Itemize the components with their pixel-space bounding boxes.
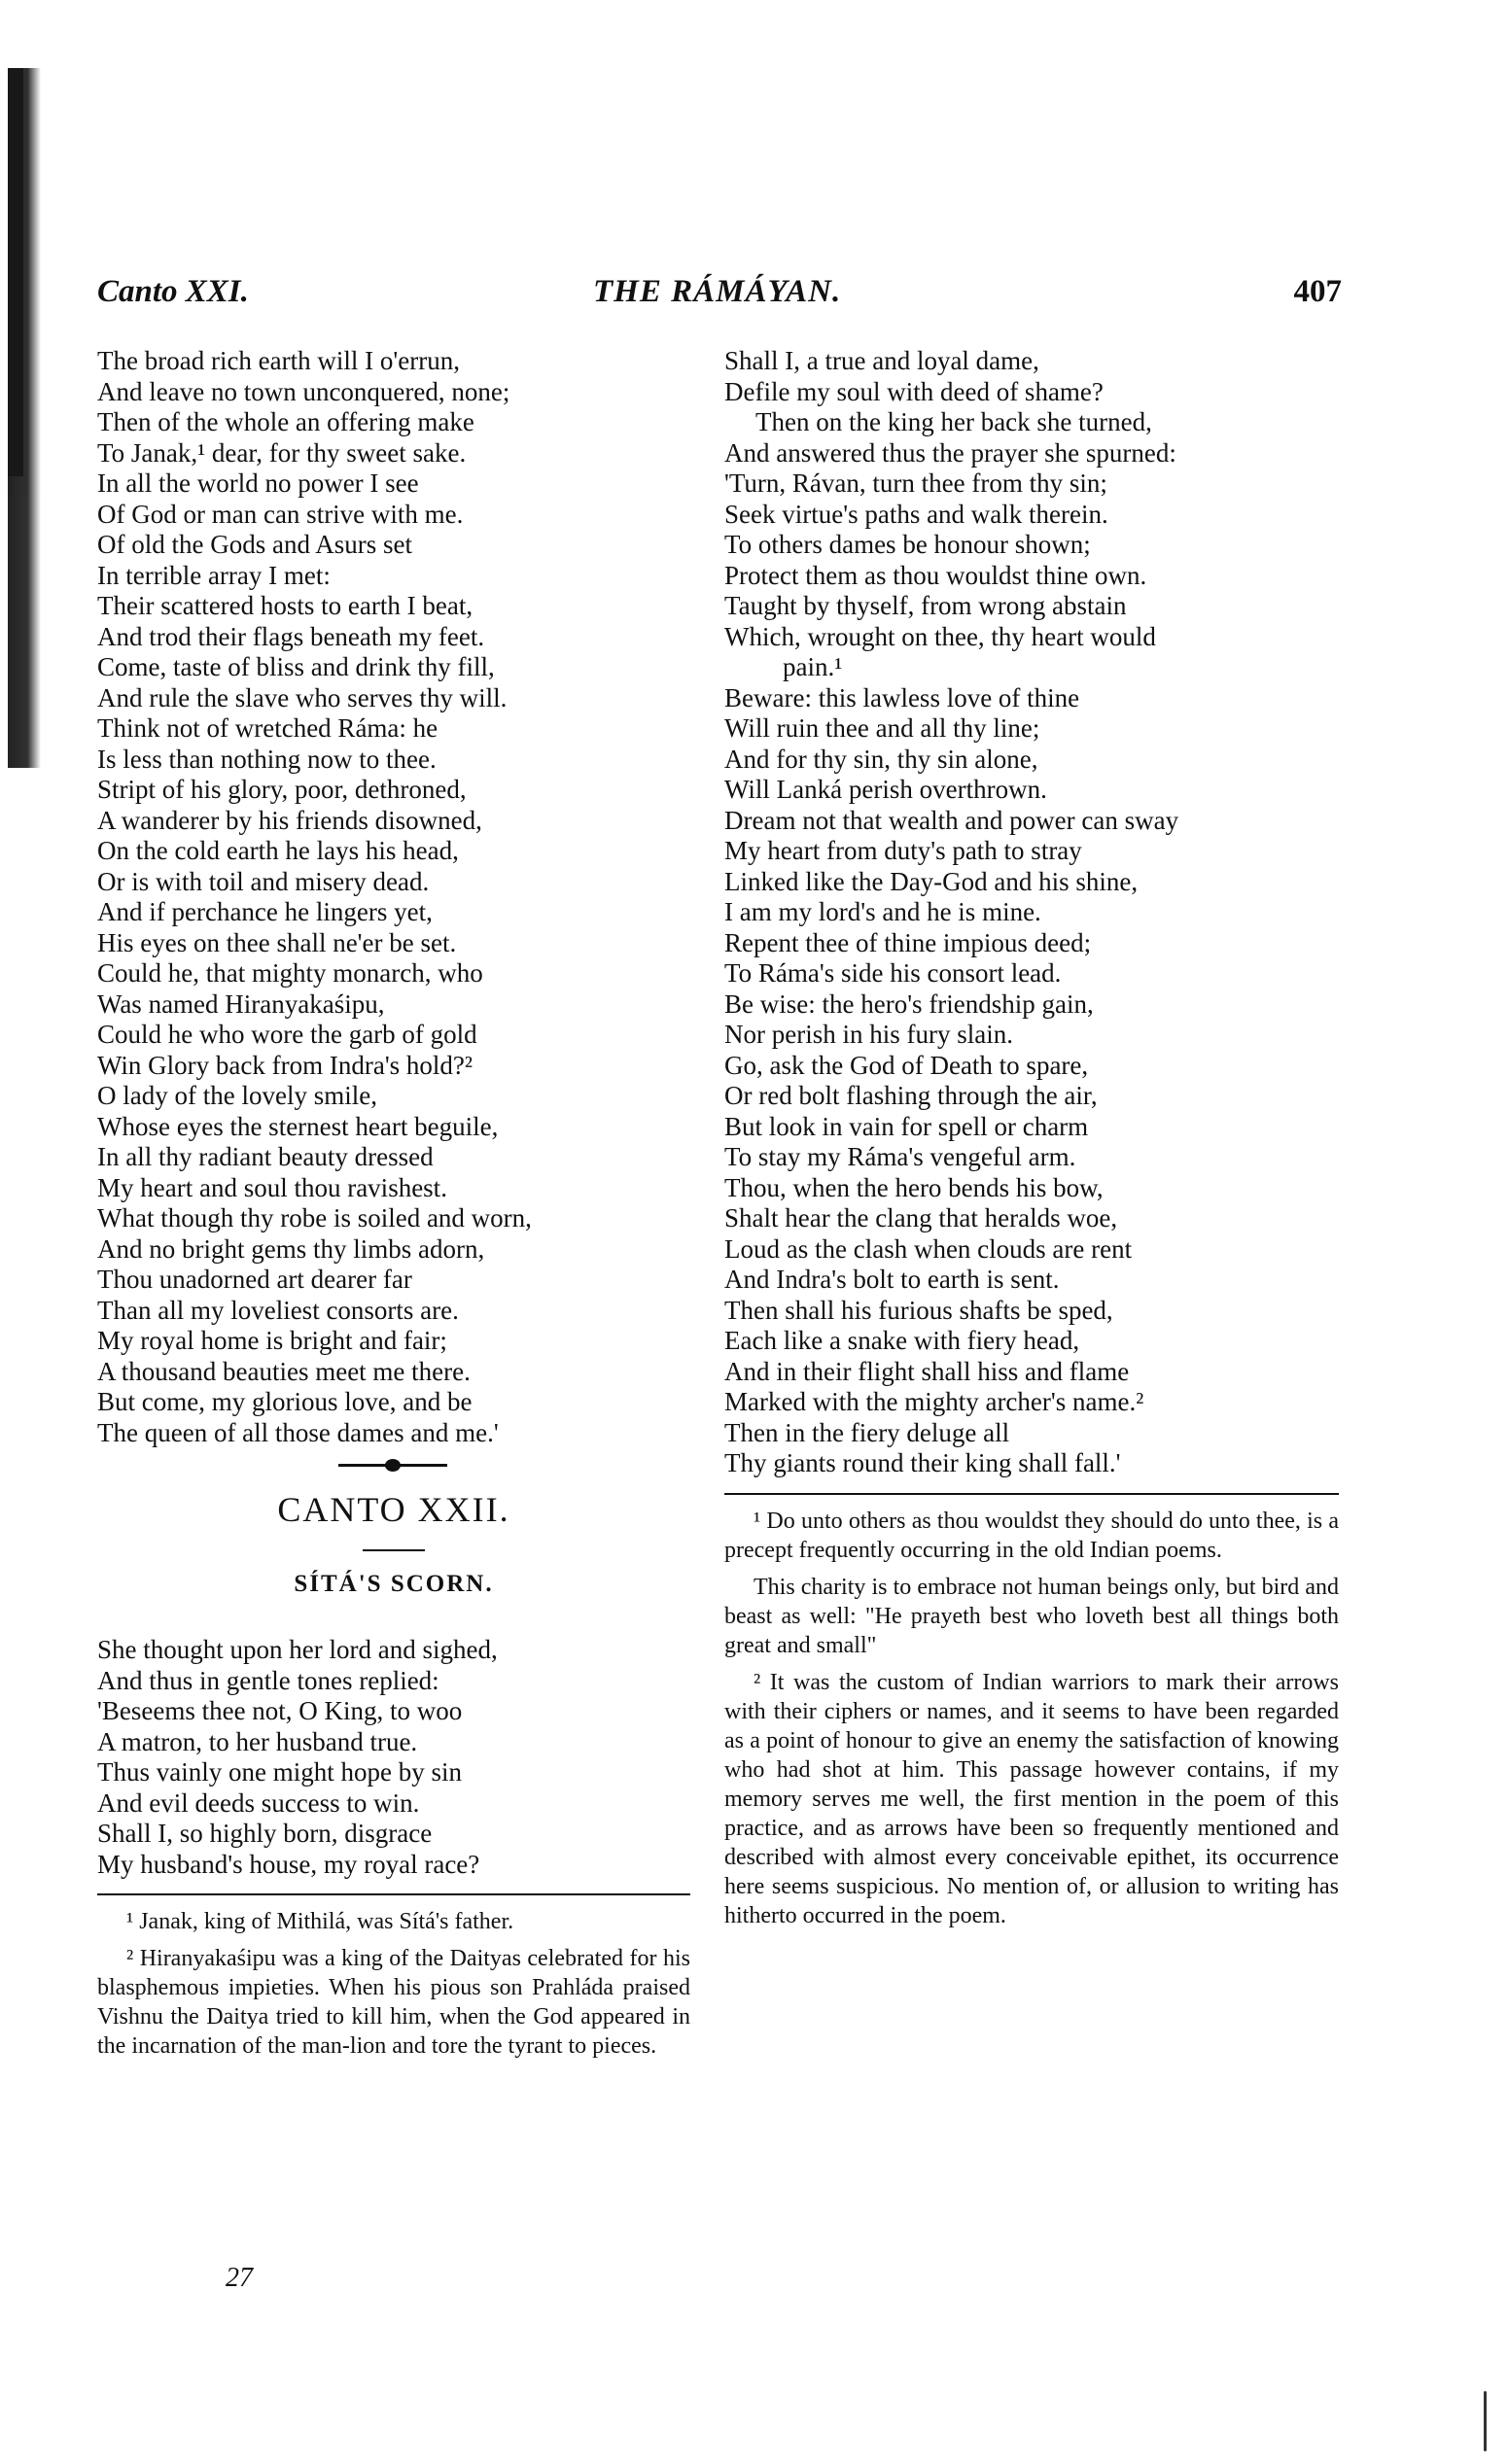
margin-mark xyxy=(1484,2391,1487,2451)
verse-line: Repent thee of thine impious deed; xyxy=(724,927,1092,957)
verse-line: Be wise: the hero's friendship gain, xyxy=(724,989,1094,1019)
verse-line: But look in vain for spell or charm xyxy=(724,1111,1089,1141)
verse-line: And leave no town unconquered, none; xyxy=(97,376,510,406)
verse-line: Come, taste of bliss and drink thy fill, xyxy=(97,652,495,681)
verse-line: Was named Hiranyakaśipu, xyxy=(97,989,385,1019)
verse-line: Whose eyes the sternest heart beguile, xyxy=(97,1111,499,1141)
section-ornament xyxy=(97,1448,690,1481)
verse-line: Then of the whole an offering make xyxy=(97,407,474,436)
verse-line: And for thy sin, thy sin alone, xyxy=(724,744,1038,774)
verse-line: Shall I, a true and loyal dame, xyxy=(724,346,1039,375)
verse-line: I am my lord's and he is mine. xyxy=(724,897,1041,926)
left-verse-canto xyxy=(97,1635,690,1880)
verse-line: In all the world no power I see xyxy=(97,469,419,498)
verse-line: Then on the king her back she turned, xyxy=(755,407,1152,436)
verse-line: To Ráma's side his consort lead. xyxy=(724,958,1062,988)
ornament-dot xyxy=(385,1459,401,1472)
verse-line: On the cold earth he lays his head, xyxy=(97,836,459,865)
title-rule xyxy=(363,1549,425,1551)
verse-line: My husband's house, my royal race? xyxy=(97,1849,480,1879)
verse-line: Of God or man can strive with me. xyxy=(97,499,464,529)
page-number: 407 xyxy=(1293,274,1342,309)
binding-edge xyxy=(8,68,41,768)
verse-line: Which, wrought on thee, thy heart would xyxy=(724,621,1156,651)
verse-line: The broad rich earth will I o'errun, xyxy=(97,346,460,375)
verse-line: And evil deeds success to win. xyxy=(97,1787,420,1818)
left-footnotes xyxy=(97,1907,690,2061)
verse-line: Each like a snake with fiery head, xyxy=(724,1326,1080,1355)
verse-line: Linked like the Day-God and his shine, xyxy=(724,866,1139,896)
verse-line: Protect them as thou wouldst thine own. xyxy=(724,560,1147,590)
verse-line: And if perchance he lingers yet, xyxy=(97,897,433,926)
canto-title: CANTO XXII. xyxy=(277,1490,510,1529)
verse-line: Loud as the clash when clouds are rent xyxy=(724,1233,1133,1264)
verse-line: Win Glory back from Indra's hold?² xyxy=(97,1050,473,1080)
verse-line: His eyes on thee shall ne'er be set. xyxy=(97,927,457,957)
header-book-title: THE RÁMÁYAN. xyxy=(593,274,842,309)
verse-line: Then shall his furious shafts be sped, xyxy=(724,1295,1113,1325)
left-verse xyxy=(97,346,690,1448)
verse-line: Or is with toil and misery dead. xyxy=(97,866,430,896)
verse-line: pain.¹ xyxy=(783,652,843,681)
verse-line: What though thy robe is soiled and worn, xyxy=(97,1203,532,1232)
verse-line: A matron, to her husband true. xyxy=(97,1726,418,1756)
verse-line: 'Beseems thee not, O King, to woo xyxy=(97,1696,463,1725)
footnote: ¹ Do unto others as thou wouldst they should do unto thee, is a precept frequently occurring in the old Indian poems. xyxy=(724,1508,1339,1563)
verse-line: Shalt hear the clang that heralds woe, xyxy=(724,1203,1118,1232)
verse-line: 'Turn, Rávan, turn thee from thy sin; xyxy=(724,469,1107,498)
verse-line: A wanderer by his friends disowned, xyxy=(97,805,482,835)
verse-line: Then in the fiery deluge all xyxy=(724,1417,1010,1447)
verse-line: Dream not that wealth and power can sway xyxy=(724,805,1179,835)
verse-line: Marked with the mighty archer's name.² xyxy=(724,1387,1144,1416)
verse-line: In all thy radiant beauty dressed xyxy=(97,1142,434,1171)
verse-line: Or red bolt flashing through the air, xyxy=(724,1081,1098,1110)
verse-line: Than all my loveliest consorts are. xyxy=(97,1295,459,1325)
verse-line: Think not of wretched Ráma: he xyxy=(97,713,438,743)
verse-line: And in their flight shall hiss and flame xyxy=(724,1356,1130,1386)
verse-line: Thou, when the hero bends his bow, xyxy=(724,1172,1104,1202)
footnote-rule xyxy=(724,1493,1339,1495)
verse-line: In terrible array I met: xyxy=(97,560,331,590)
verse-line: My heart from duty's path to stray xyxy=(724,836,1082,865)
header-canto: Canto XXI. xyxy=(97,274,249,309)
right-verse xyxy=(724,346,1339,1479)
verse-line: To others dames be honour shown; xyxy=(724,530,1091,559)
right-footnotes xyxy=(724,1507,1339,1930)
verse-line: And thus in gentle tones replied: xyxy=(97,1665,439,1695)
verse-line: Could he, that mighty monarch, who xyxy=(97,958,483,988)
verse-line: Will Lanká perish overthrown. xyxy=(724,775,1047,804)
verse-line: The queen of all those dames and me.' xyxy=(97,1417,499,1447)
footnote: ² It was the custom of Indian warriors to mark their arrows with their ciphers or names, and it seems to have been regarded as a point of honour to give an enemy the satisfaction of knowing who had shot at him. This passage however contains, if my memory serves me well, the first mention in the poem of this practice, and as arrows have been so frequently mentioned and described with almost every conceivable epithet, its occurrence here seems suspicious. No mention of, or allusion to writing has hitherto occurred in the poem. xyxy=(724,1669,1339,1928)
verse-line: A thousand beauties meet me there. xyxy=(97,1356,471,1386)
verse-line: Taught by thyself, from wrong abstain xyxy=(724,591,1127,620)
verse-line: Seek virtue's paths and walk therein. xyxy=(724,499,1108,529)
verse-line: Could he who wore the garb of gold xyxy=(97,1020,477,1049)
verse-line: O lady of the lovely smile, xyxy=(97,1081,377,1110)
footnote: This charity is to embrace not human beings only, but bird and beast as well: "He prayeth best who loveth best all things both great and small" xyxy=(724,1574,1339,1658)
verse-line: And answered thus the prayer she spurned: xyxy=(724,437,1176,468)
footnote: ² Hiranyakaśipu was a king of the Daityas celebrated for his blasphemous impieties. When his pious son Prahláda praised Vishnu the Daitya tried to kill him, when the God appeared in the incarnation of the man-lion and tore the tyrant to pieces. xyxy=(97,1946,690,2059)
verse-line: My royal home is bright and fair; xyxy=(97,1326,447,1355)
verse-line: And Indra's bolt to earth is sent. xyxy=(724,1265,1060,1294)
verse-line: Go, ask the God of Death to spare, xyxy=(724,1050,1089,1080)
running-header xyxy=(97,274,1342,323)
verse-line: To stay my Ráma's vengeful arm. xyxy=(724,1142,1076,1171)
verse-line: And rule the slave who serves thy will. xyxy=(97,682,508,712)
footnote-rule xyxy=(97,1893,690,1895)
verse-line: Thou unadorned art dearer far xyxy=(97,1265,412,1294)
verse-line: Thy giants round their king shall fall.' xyxy=(724,1448,1121,1477)
verse-line: Is less than nothing now to thee. xyxy=(97,744,437,774)
verse-line: But come, my glorious love, and be xyxy=(97,1387,473,1416)
verse-line: Stript of his glory, poor, dethroned, xyxy=(97,775,467,804)
canto-subtitle: SÍTÁ'S SCORN. xyxy=(294,1571,494,1597)
right-column xyxy=(724,346,1339,1938)
verse-line: Beware: this lawless love of thine xyxy=(724,682,1080,712)
verse-line: And no bright gems thy limbs adorn, xyxy=(97,1233,485,1264)
verse-line: Defile my soul with deed of shame? xyxy=(724,376,1104,406)
verse-line: Shall I, so highly born, disgrace xyxy=(97,1819,433,1848)
verse-line: My heart and soul thou ravishest. xyxy=(97,1172,447,1202)
left-column xyxy=(97,346,690,2068)
verse-line: Will ruin thee and all thy line; xyxy=(724,713,1040,743)
signature-mark: 27 xyxy=(226,2263,253,2293)
verse-line: To Janak,¹ dear, for thy sweet sake. xyxy=(97,437,467,468)
verse-line: Their scattered hosts to earth I beat, xyxy=(97,591,473,620)
verse-line: And trod their flags beneath my feet. xyxy=(97,621,485,651)
verse-line: Nor perish in his fury slain. xyxy=(724,1020,1013,1049)
verse-line: She thought upon her lord and sighed, xyxy=(97,1635,498,1664)
footnote: ¹ Janak, king of Mithilá, was Sítá's father. xyxy=(126,1909,514,1934)
verse-line: Thus vainly one might hope by sin xyxy=(97,1757,462,1787)
verse-line: Of old the Gods and Asurs set xyxy=(97,530,412,559)
